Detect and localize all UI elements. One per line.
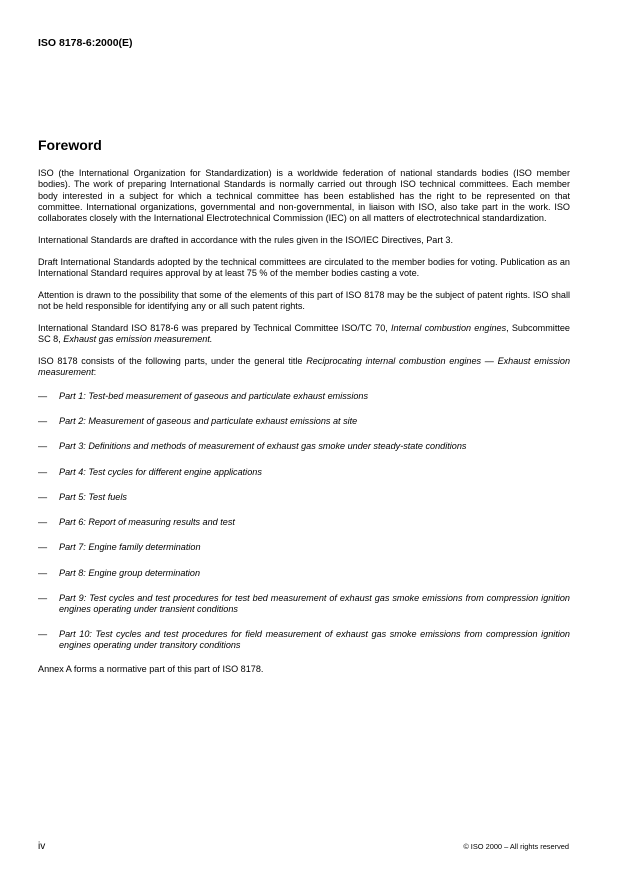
dash-bullet: — — [38, 567, 48, 578]
paragraph-draft-standards: Draft International Standards adopted by the technical committees are circulated to the member bodies for voting. Publication as an International Standard requires approval by at least 75 % of the member bodies casting a vote. — [38, 256, 570, 279]
parts-intro-text: ISO 8178 consists of the following parts, under the general title — [38, 356, 307, 367]
foreword-body — [38, 168, 570, 686]
part-title: Part 6: Report of measuring results and test — [59, 517, 235, 528]
dash-bullet: — — [38, 390, 48, 401]
parts-list — [38, 391, 570, 652]
general-title: Reciprocating internal combustion engines — Exhaust emission measurement — [38, 356, 571, 378]
dash-bullet: — — [38, 466, 48, 477]
list-item — [38, 416, 570, 427]
paragraph-annex: Annex A forms a normative part of this part of ISO 8178. — [38, 664, 264, 675]
part-title: Part 7: Engine family determination — [59, 542, 201, 553]
part-title: Part 5: Test fuels — [59, 491, 127, 502]
subcommittee-title: Exhaust gas emission measurement. — [63, 334, 213, 345]
part-title: Part 10: Test cycles and test procedures for field measurement of exhaust gas smoke emissions from compression ignition engines operating under transitory conditions — [59, 628, 570, 650]
paragraph-parts-intro — [38, 356, 570, 379]
part-title: Part 4: Test cycles for different engine applications — [59, 466, 262, 477]
paragraph-prepared-by — [38, 323, 570, 346]
prepared-by-text-1: International Standard ISO 8178-6 was prepared by Technical Committee ISO/TC 70, — [38, 322, 392, 333]
part-title: Part 1: Test-bed measurement of gaseous and particulate exhaust emissions — [59, 390, 369, 401]
list-item — [38, 568, 570, 579]
part-title: Part 9: Test cycles and test procedures for test bed measurement of exhaust gas smoke emissions from compression ignition engines operating under transient conditions — [59, 593, 570, 615]
list-item — [38, 391, 570, 402]
paragraph-iso-intro: ISO (the International Organization for Standardization) is a worldwide federation of national standards bodies (ISO member bodies). The work of preparing International Standards is normally carried out through ISO technical committees. Each member body interested in a subject for which a technical committee has been established has the right to be represented on that committee. International organizations, governmental and non-governmental, in liaison with ISO, also take part in the work. ISO collaborates closely with the International Electrotechnical Commission (IEC) on all matters of electrotechnical standardization. — [38, 168, 570, 224]
dash-bullet: — — [38, 593, 48, 604]
committee-title: Internal combustion engines — [391, 322, 507, 333]
list-item — [38, 492, 570, 503]
part-title: Part 3: Definitions and methods of measurement of exhaust gas smoke under steady-state conditions — [59, 441, 467, 452]
paragraph-patent-rights: Attention is drawn to the possibility that some of the elements of this part of ISO 8178 may be the subject of patent rights. ISO shall not be held responsible for identifying any or all such patent rights. — [38, 289, 570, 312]
document-id-header: ISO 8178-6:2000(E) — [38, 37, 133, 49]
copyright-notice: © ISO 2000 – All rights reserved — [463, 842, 569, 851]
dash-bullet: — — [38, 542, 48, 553]
dash-bullet: — — [38, 441, 48, 452]
list-item — [38, 467, 570, 478]
list-item — [38, 441, 570, 452]
dash-bullet: — — [38, 415, 48, 426]
parts-intro-colon: : — [93, 367, 97, 378]
part-title: Part 8: Engine group determination — [59, 567, 201, 578]
paragraph-directives: International Standards are drafted in accordance with the rules given in the ISO/IEC Directives, Part 3. — [38, 234, 453, 245]
list-item — [38, 542, 570, 553]
list-item — [38, 517, 570, 528]
list-item — [38, 629, 570, 652]
dash-bullet: — — [38, 517, 48, 528]
dash-bullet: — — [38, 491, 48, 502]
part-title: Part 2: Measurement of gaseous and particulate exhaust emissions at site — [59, 415, 358, 426]
prepared-by-text-2: , Subcommittee SC 8, — [38, 322, 570, 345]
page-title: Foreword — [38, 137, 102, 153]
dash-bullet: — — [38, 628, 48, 639]
page-number: iv — [38, 841, 46, 852]
list-item — [38, 593, 570, 616]
